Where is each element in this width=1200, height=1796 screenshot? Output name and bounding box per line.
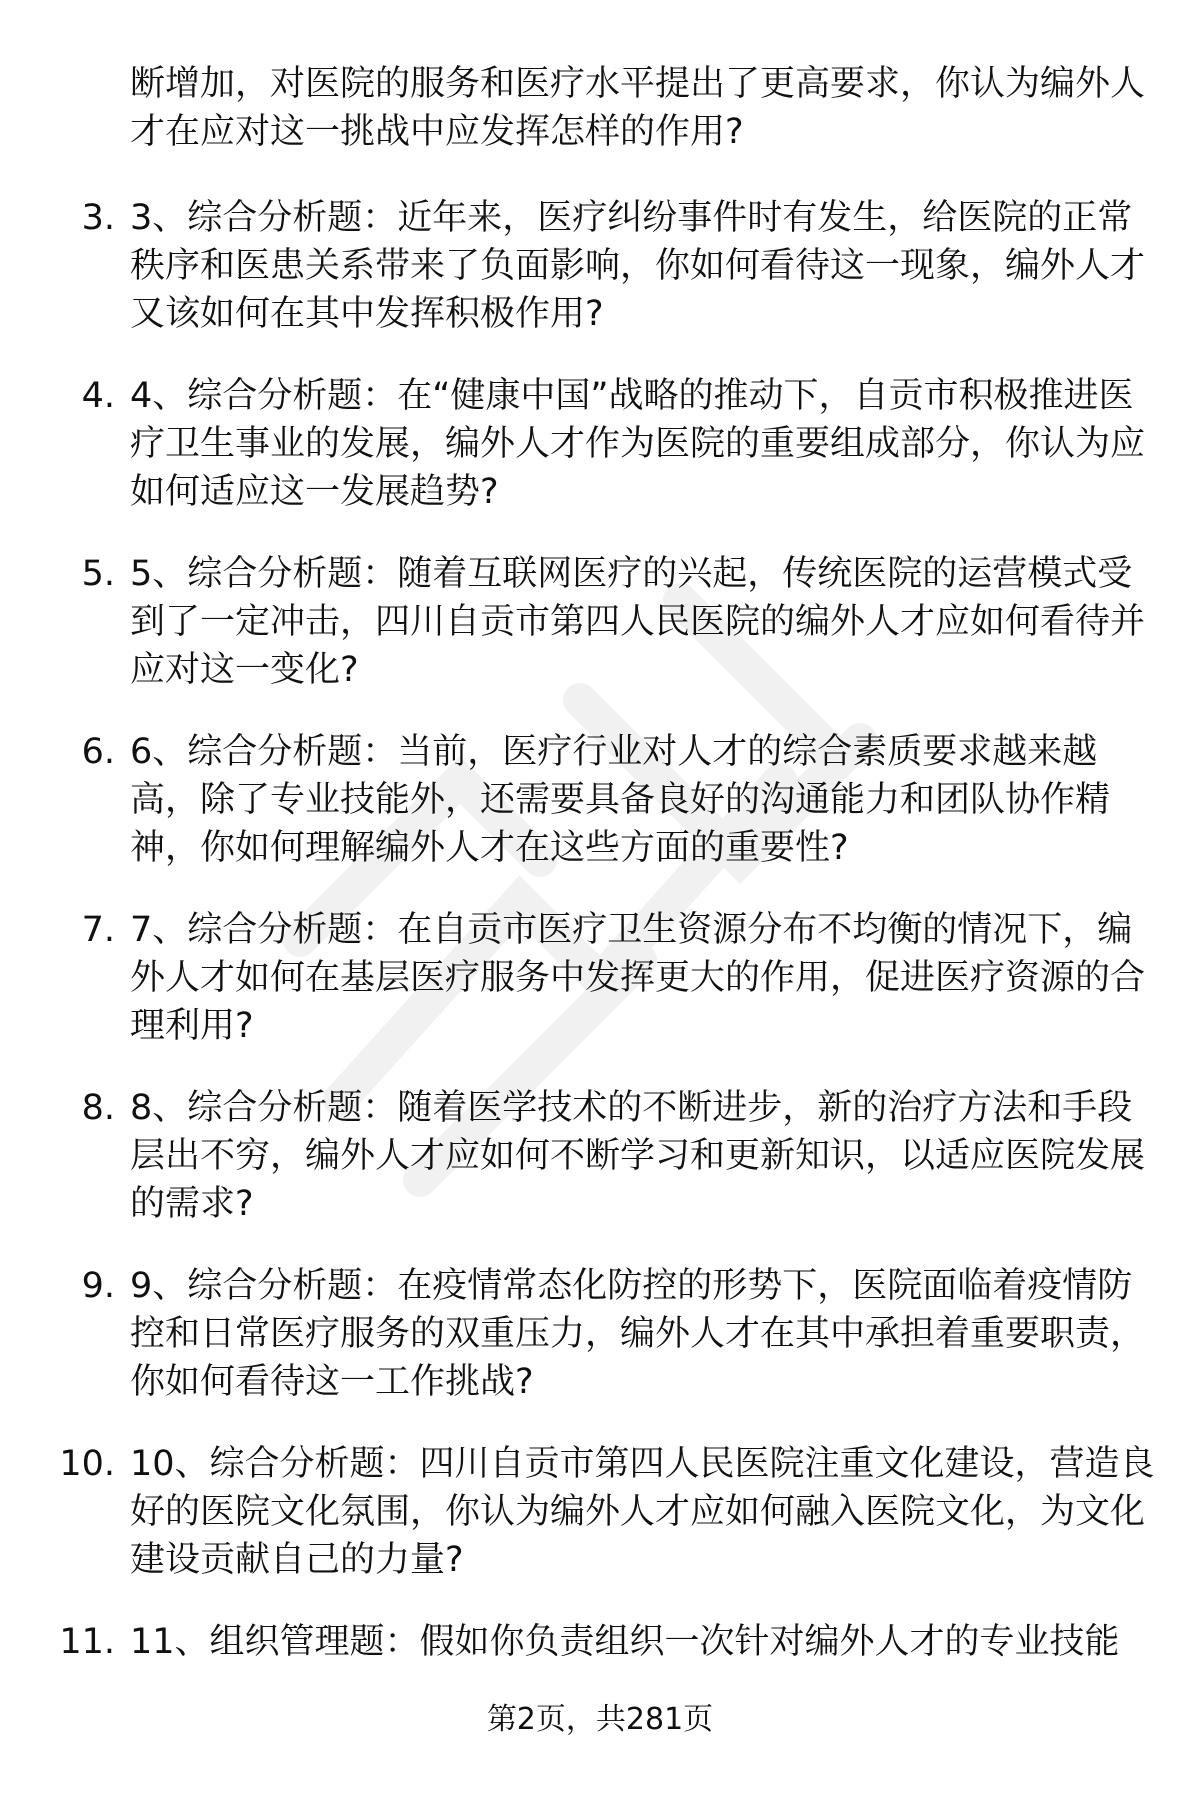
question-number: 9. (81, 1266, 115, 1306)
question-text: 7、综合分析题：在自贡市医疗卫生资源分布不均衡的情况下，编外人才如何在基层医疗服务中发挥更大的作用，促进医疗资源的合理利用? (130, 910, 1146, 1046)
list-item (0, 906, 1200, 1084)
question-number: 8. (81, 1088, 115, 1128)
list-item (0, 372, 1200, 550)
list-item (0, 728, 1200, 906)
list-item (0, 1262, 1200, 1440)
question-text: 8、综合分析题：随着医学技术的不断进步，新的治疗方法和手段层出不穷，编外人才应如何不断学习和更新知识，以适应医院发展的需求? (130, 1088, 1146, 1224)
list-item (0, 194, 1200, 372)
question-text: 4、综合分析题：在“健康中国”战略的推动下，自贡市积极推进医疗卫生事业的发展，编外人才作为医院的重要组成部分，你认为应如何适应这一发展趋势? (130, 376, 1146, 512)
question-number: 4. (81, 376, 115, 416)
question-text: 11、组织管理题：假如你负责组织一次针对编外人才的专业技能 (130, 1622, 1120, 1662)
question-text: 10、综合分析题：四川自贡市第四人民医院注重文化建设，营造良好的医院文化氛围，你认为编外人才应如何融入医院文化，为文化建设贡献自己的力量? (130, 1444, 1155, 1580)
question-number: 7. (81, 910, 115, 950)
question-text: 5、综合分析题：随着互联网医疗的兴起，传统医院的运营模式受到了一定冲击，四川自贡市第四人民医院的编外人才应如何看待并应对这一变化? (130, 554, 1146, 690)
question-number: 11. (59, 1622, 115, 1662)
question-number: 3. (81, 198, 115, 238)
question-text: 3、综合分析题：近年来，医疗纠纷事件时有发生，给医院的正常秩序和医患关系带来了负面影响，你如何看待这一现象，编外人才又该如何在其中发挥积极作用? (130, 198, 1146, 334)
list-item (0, 550, 1200, 728)
list-item (0, 1084, 1200, 1262)
question-number: 5. (81, 554, 115, 594)
list-item (0, 1440, 1200, 1618)
question-text: 9、综合分析题：在疫情常态化防控的形势下，医院面临着疫情防控和日常医疗服务的双重压力，编外人才在其中承担着重要职责，你如何看待这一工作挑战? (130, 1266, 1146, 1402)
page-footer: 第2页，共281页 (486, 1702, 714, 1737)
question-list (0, 194, 1200, 1796)
continuation-paragraph: 断增加，对医院的服务和医疗水平提出了更高要求，你认为编外人才在应对这一挑战中应发挥怎样的作用? (130, 64, 1146, 152)
question-number: 6. (81, 732, 115, 772)
question-number: 10. (59, 1444, 115, 1484)
question-text: 6、综合分析题：当前，医疗行业对人才的综合素质要求越来越高，除了专业技能外，还需要具备良好的沟通能力和团队协作精神，你如何理解编外人才在这些方面的重要性? (130, 732, 1111, 868)
